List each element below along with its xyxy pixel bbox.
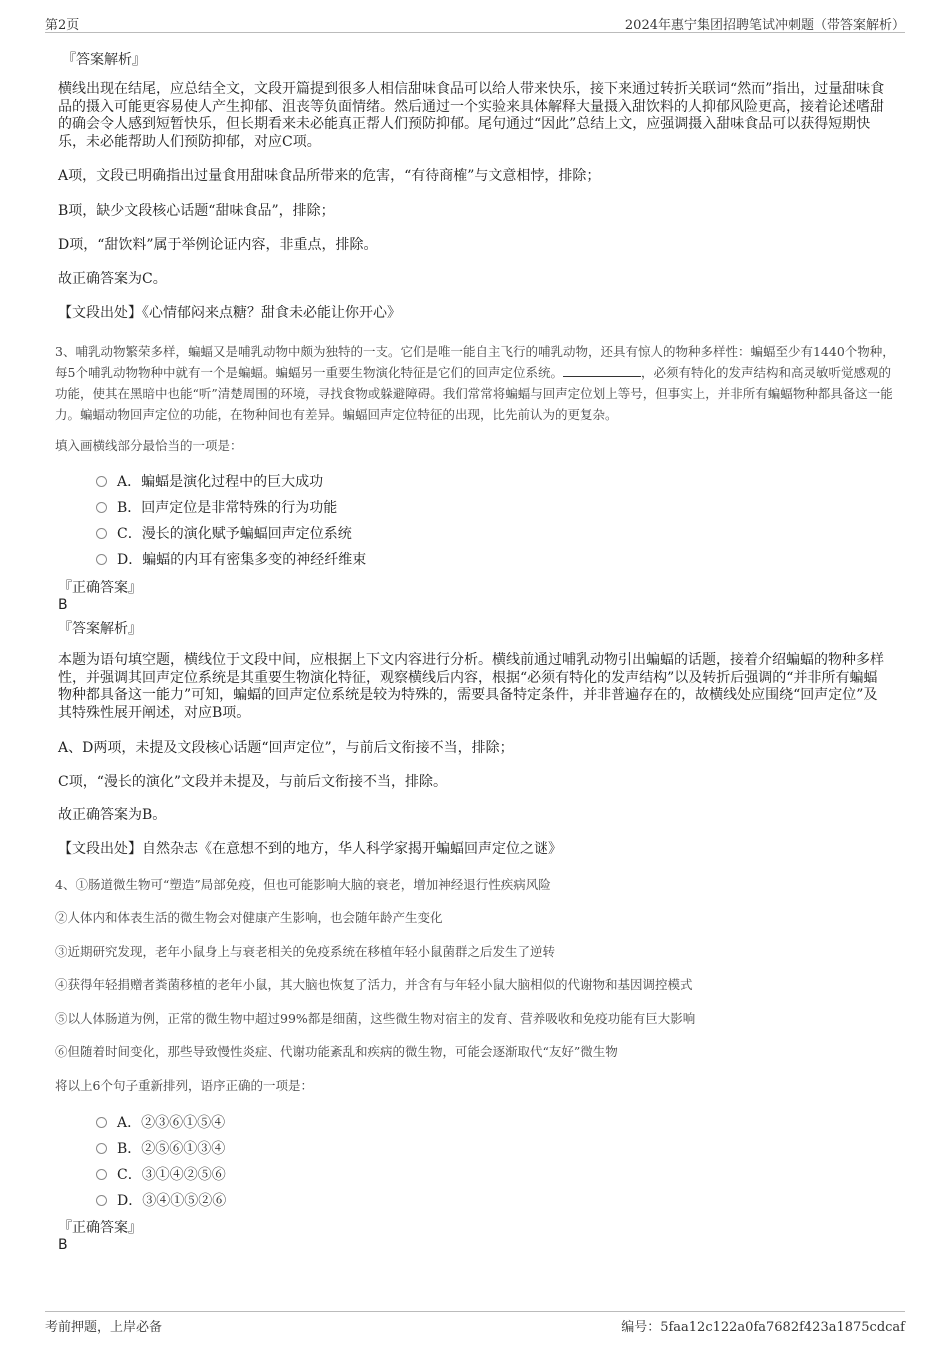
q4-prompt: 将以上6个句子重新排列，语序正确的一项是： [55,1078,313,1093]
q3-option-c[interactable] [96,523,352,543]
q4-correct-answer: B [58,1237,68,1253]
q4-sentence-6: ⑥但随着时间变化，那些导致慢性炎症、代谢功能紊乱和疾病的微生物，可能会逐渐取代“友好”微生物 [55,1044,618,1059]
document-title: 2024年惠宁集团招聘笔试冲刺题（带答案解析） [624,18,905,33]
q4-sentence-1: 4、①肠道微生物可“塑造”局部免疫，但也可能影响大脑的衰老，增加神经退行性疾病风险 [55,877,551,892]
q2-conclusion: 故正确答案为C。 [58,271,167,287]
q4-sentence-5: ⑤以人体肠道为例，正常的微生物中超过99%都是细菌，这些微生物对宿主的发育、营养吸收和免疫功能有巨大影响 [55,1011,696,1026]
radio-icon[interactable] [96,502,107,513]
q4-option-c-label: C．③①④②⑤⑥ [117,1167,226,1183]
q3-option-a[interactable] [96,471,323,491]
page-header [45,12,905,33]
q3-fill-blank [563,364,641,377]
q4-option-a-label: A．②③⑥①⑤④ [117,1115,226,1131]
q4-sentence-2: ②人体内和体表生活的微生物会对健康产生影响，也会随年龄产生变化 [55,910,443,925]
q4-option-b[interactable] [96,1138,225,1158]
q3-option-b-label: B．回声定位是非常特殊的行为功能 [117,500,338,516]
q2-analysis-label: 『答案解析』 [62,52,146,68]
q4-option-d[interactable] [96,1190,226,1210]
q4-option-b-label: B．②⑤⑥①③④ [117,1141,226,1157]
q3-option-c-note: C项，“漫长的演化”文段并未提及，与前后文衔接不当，排除。 [58,774,448,790]
q2-option-a-note: A项，文段已明确指出过量食用甜味食品所带来的危害，“有待商榷”与文意相悖，排除； [58,168,601,184]
q3-stem-part2: ，必须有特化的发声结构和高灵敏听觉感观的功能，使其在黑暗中也能“听”清楚周围的环境，寻找食物或躲避障碍。我们常常将蝙蝠与回声定位划上等号，但事实上，并非所有蝙蝠物种都具备这一能力。蝙蝠动物回声定位的功能，在物种间也有差异。蝙蝠回声定位特征的出现，比先前认为的更复杂。 [55,365,893,422]
q3-option-ad-note: A、D两项，未提及文段核心话题“回声定位”，与前后文衔接不当，排除； [58,740,514,756]
q3-stem [55,341,900,425]
page-number: 第2页 [45,18,80,33]
q2-source: 【文段出处】《心情郁闷来点糖？甜食未必能让你开心》 [58,305,401,321]
radio-icon[interactable] [96,1117,107,1128]
q3-option-a-label: A．蝙蝠是演化过程中的巨大成功 [117,474,324,490]
q3-option-d[interactable] [96,549,366,569]
q3-option-c-label: C．漫长的演化赋予蝙蝠回声定位系统 [117,526,352,542]
q4-option-c[interactable] [96,1164,226,1184]
q4-sentence-4: ④获得年轻捐赠者粪菌移植的老年小鼠，其大脑也恢复了活力，并含有与年轻小鼠大脑相似的代谢物和基因调控模式 [55,977,693,992]
page-footer [45,1311,905,1334]
q2-analysis-text: 横线出现在结尾，应总结全文，文段开篇提到很多人相信甜味食品可以给人带来快乐，接下来通过转折关联词“然而”指出，过量甜味食品的摄入可能更容易使人产生抑郁、沮丧等负面情绪。然后通过一个实验来具体解释大量摄入甜饮料的人抑郁风险更高，接着论述嗜甜的确会令人感到短暂快乐，但长期看来未必能真正帮人们预防抑郁。尾句通过“因此”总结上文，应强调摄入甜味食品可以获得短期快乐，未必能帮助人们预防抑郁，对应C项。 [58,81,885,150]
document-id: 编号：5faa12c122a0fa7682f423a1875cdcaf [621,1320,905,1335]
q3-option-b[interactable] [96,497,337,517]
radio-icon[interactable] [96,1169,107,1180]
footer-slogan: 考前押题，上岸必备 [45,1320,163,1335]
q3-analysis-label: 『答案解析』 [58,621,142,637]
q4-sentence-3: ③近期研究发现，老年小鼠身上与衰老相关的免疫系统在移植年轻小鼠菌群之后发生了逆转 [55,944,556,959]
q3-correct-answer: B [58,597,68,613]
q3-analysis-text: 本题为语句填空题，横线位于文段中间，应根据上下文内容进行分析。横线前通过哺乳动物引出蝙蝠的话题，接着介绍蝙蝠的物种多样性，并强调其回声定位系统是其重要生物演化特征，观察横线后内容，根据“必须有特化的发声结构”以及转折后强调的“并非所有蝙蝠物种都具备这一能力”可知，蝙蝠的回声定位系统是较为特殊的，需要具备特定条件，并非普遍存在的，故横线处应围绕“回声定位”及其特殊性展开阐述，对应B项。 [58,652,884,721]
radio-icon[interactable] [96,1143,107,1154]
q4-option-d-label: D．③④①⑤②⑥ [117,1193,227,1209]
radio-icon[interactable] [96,1195,107,1206]
q4-correct-label: 『正确答案』 [58,1220,142,1236]
radio-icon[interactable] [96,554,107,565]
radio-icon[interactable] [96,476,107,487]
q3-stem-part1: 3、哺乳动物繁荣多样，蝙蝠又是哺乳动物中颇为独特的一支。它们是唯一能自主飞行的哺乳动物，还具有惊人的物种多样性：蝙蝠至少有1440个物种，每5个哺乳动物物种中就有一个是蝙蝠。蝙蝠另一重要生物演化特征是它们的回声定位系统。 [55,344,895,380]
q3-option-d-label: D．蝙蝠的内耳有密集多变的神经纤维束 [117,552,367,568]
radio-icon[interactable] [96,528,107,539]
q3-conclusion: 故正确答案为B。 [58,807,167,823]
q2-option-b-note: B项，缺少文段核心话题“甜味食品”，排除； [58,203,335,219]
q3-source: 【文段出处】自然杂志《在意想不到的地方，华人科学家揭开蝙蝠回声定位之谜》 [58,841,562,857]
q3-prompt: 填入画横线部分最恰当的一项是： [55,438,243,453]
q2-option-d-note: D项，“甜饮料”属于举例论证内容，非重点，排除。 [58,237,378,253]
q3-correct-label: 『正确答案』 [58,580,142,596]
q4-option-a[interactable] [96,1112,225,1132]
